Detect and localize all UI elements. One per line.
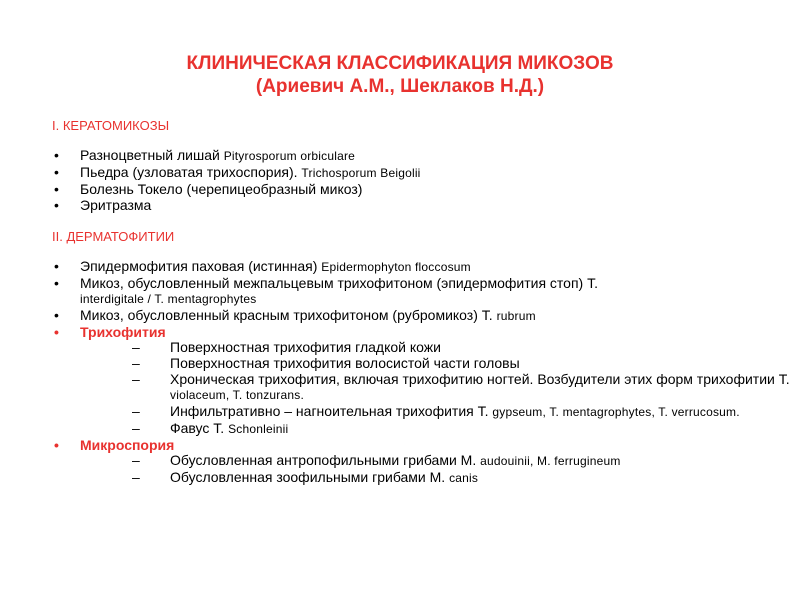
sublist-item: – Поверхностная трихофития волосистой части головы — [80, 356, 792, 371]
list-item: • Разноцветный лишай Pityrosporum orbiculare — [52, 148, 792, 164]
list-item: • Пьедра (узловатая трихоспория). Trichosporum Beigolii — [52, 165, 792, 181]
keratomycoses-list — [52, 148, 792, 213]
title-line-1: КЛИНИЧЕСКАЯ КЛАССИФИКАЦИЯ МИКОЗОВ — [186, 53, 614, 74]
list-item: • Эритразма — [52, 198, 792, 213]
sublist-item: – Обусловленная антропофильными грибами М. audouinii, M. ferrugineum — [80, 453, 792, 469]
list-item: • Болезнь Токело (черепицеобразный микоз) — [52, 182, 792, 197]
list-item-microsporia: • Микроспория – Обусловленная антропофильными грибами М. audouinii, M. ferrugineum – Обусловленная зоофильными грибами М. canis — [52, 438, 792, 486]
sublist-item: – Обусловленная зоофильными грибами М. canis — [80, 470, 792, 486]
list-item: • Микоз, обусловленный межпальцевым трихофитоном (эпидермофития стоп) Т. interdigitale / T. mentagrophytes — [52, 276, 792, 307]
trichophytia-sublist — [80, 340, 792, 437]
dermatophytoses-list — [52, 259, 792, 486]
sublist-item: – Фавус Т. Schonleinii — [80, 421, 792, 437]
slide-content — [52, 118, 792, 487]
section-heading-keratomycoses: I. КЕРАТОМИКОЗЫ — [52, 118, 170, 133]
sublist-item: – Поверхностная трихофития гладкой кожи — [80, 340, 792, 355]
sublist-item: – Хроническая трихофития, включая трихофитию ногтей. Возбудители этих форм трихофитии Т. violaceum, T. tonzurans. — [80, 372, 792, 403]
list-item: • Эпидермофития паховая (истинная) Epidermophyton floccosum — [52, 259, 792, 275]
microsporia-sublist — [80, 453, 792, 486]
slide-title — [0, 52, 800, 98]
title-line-2: (Ариевич А.М., Шеклаков Н.Д.) — [255, 76, 545, 97]
list-item-trichophytia: • Трихофития – Поверхностная трихофития гладкой кожи – Поверхностная трихофития волосистой части головы – Хроническая трихофития, включая трихофитию ногтей. Возбудители этих форм трихофитии Т. violaceum, T. tonzurans. – Инфильтративно – нагноительная трихофития Т. gypseum, T. mentagrophytes, T. verrucosum. – Фавус Т. Schonleinii — [52, 325, 792, 437]
sublist-item: – Инфильтративно – нагноительная трихофития Т. gypseum, T. mentagrophytes, T. verrucosum. — [80, 404, 792, 420]
list-item: • Микоз, обусловленный красным трихофитоном (рубромикоз) Т. rubrum — [52, 308, 792, 324]
section-heading-dermatophytoses: II. ДЕРМАТОФИТИИ — [52, 229, 175, 244]
